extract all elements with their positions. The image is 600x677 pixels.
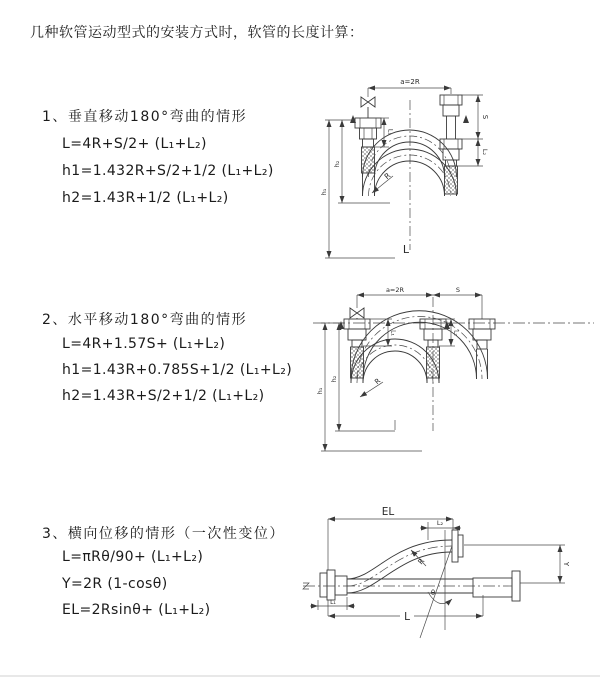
dim-l	[328, 595, 483, 623]
dim-l2	[458, 139, 489, 166]
hex-nut	[473, 329, 491, 340]
hose-curves	[303, 540, 512, 593]
dim-a2r-label: a=2R	[385, 286, 405, 294]
radius-label: R	[373, 376, 383, 387]
dim-l1-label: L₁	[330, 599, 336, 606]
dim-h2-label: h₂	[333, 160, 341, 168]
left-flange-fitting	[320, 570, 347, 600]
hex-nut	[360, 128, 377, 139]
section-3-formula-l: L=πRθ/90+ (L₁+L₂)	[62, 549, 204, 565]
up-arrow-icon	[463, 115, 469, 123]
dim-l-label: L	[404, 611, 410, 623]
braided-section	[427, 347, 440, 378]
dim-el	[328, 506, 453, 570]
dim-s-label: S	[481, 114, 489, 120]
section-2-formula-h1: h1=1.43R+0.785S+1/2 (L₁+L₂)	[62, 362, 293, 378]
dim-a2r	[357, 286, 433, 308]
hex-nut	[348, 329, 366, 340]
section-1-formula-h1: h1=1.432R+S/2+1/2 (L₁+L₂)	[62, 163, 274, 179]
flange	[344, 319, 370, 329]
flange	[355, 118, 381, 128]
dim-l2	[420, 519, 461, 540]
angle-theta-label: θ	[430, 589, 436, 597]
section-2-formula-h2: h2=1.43R+S/2+1/2 (L₁+L₂)	[62, 388, 265, 404]
section-1-formula-h2: h2=1.43R+1/2 (L₁+L₂)	[62, 190, 229, 206]
dim-l1-label: L₁	[386, 128, 395, 136]
lower-right-fitting	[473, 571, 520, 601]
dim-l1-label: L₁	[389, 330, 397, 336]
dim-l-label: L	[402, 243, 410, 256]
dim-l1	[310, 597, 355, 610]
section-2-heading: 2、水平移动180°弯曲的情形	[42, 312, 248, 328]
dim-y-label: Y	[562, 561, 570, 567]
flange	[440, 95, 462, 105]
section-1-formula-l: L=4R+S/2+ (L₁+L₂)	[62, 136, 207, 152]
radius-callout	[411, 550, 426, 566]
right-fitting-upper-position	[440, 95, 462, 139]
dim-a2r	[368, 78, 451, 97]
hose-loops	[351, 311, 488, 430]
section-3-formula-y: Y=2R (1-cosθ)	[62, 576, 168, 592]
dim-l2-label: L₂	[452, 330, 460, 336]
middle-hose-fitting	[420, 319, 446, 383]
hex-nut	[443, 105, 459, 116]
section-2-formula-l: L=4R+1.57S+ (L₁+L₂)	[62, 336, 226, 352]
section-1-heading: 1、垂直移动180°弯曲的情形	[42, 109, 248, 125]
hose-loops	[363, 130, 457, 196]
right-hose-fitting	[469, 319, 495, 379]
flange	[469, 319, 495, 329]
left-hose-fitting	[355, 118, 381, 196]
radius-label: R	[382, 170, 393, 182]
valve-icon	[361, 97, 375, 118]
dim-h1-label: h₁	[316, 387, 324, 395]
dim-h2-label: h₂	[330, 375, 338, 383]
radius-label: R	[415, 556, 427, 567]
dim-a2r-label: a=2R	[400, 78, 420, 86]
page-title: 几种软管运动型式的安装方式时，软管的长度计算：	[30, 25, 364, 41]
dim-l2-label: L₂	[436, 519, 444, 527]
upper-flange	[452, 530, 463, 562]
dim-y	[464, 545, 570, 583]
valve-icon	[350, 308, 364, 319]
section-3-formula-el: EL=2Rsinθ+ (L₁+L₂)	[62, 602, 211, 618]
diagram-3-lateral-displacement	[300, 498, 600, 673]
dim-l2-label: L₂	[481, 148, 489, 156]
braided-section	[445, 166, 458, 194]
dim-s-label: S	[455, 286, 461, 294]
dim-h1-label: h₁	[320, 188, 328, 196]
diagram-2-horizontal-movement	[310, 283, 598, 455]
dim-el-label: EL	[381, 506, 395, 518]
section-3-heading: 3、横向位移的情形（一次性变位）	[42, 526, 285, 542]
diagram-1-vertical-movement	[315, 72, 595, 267]
